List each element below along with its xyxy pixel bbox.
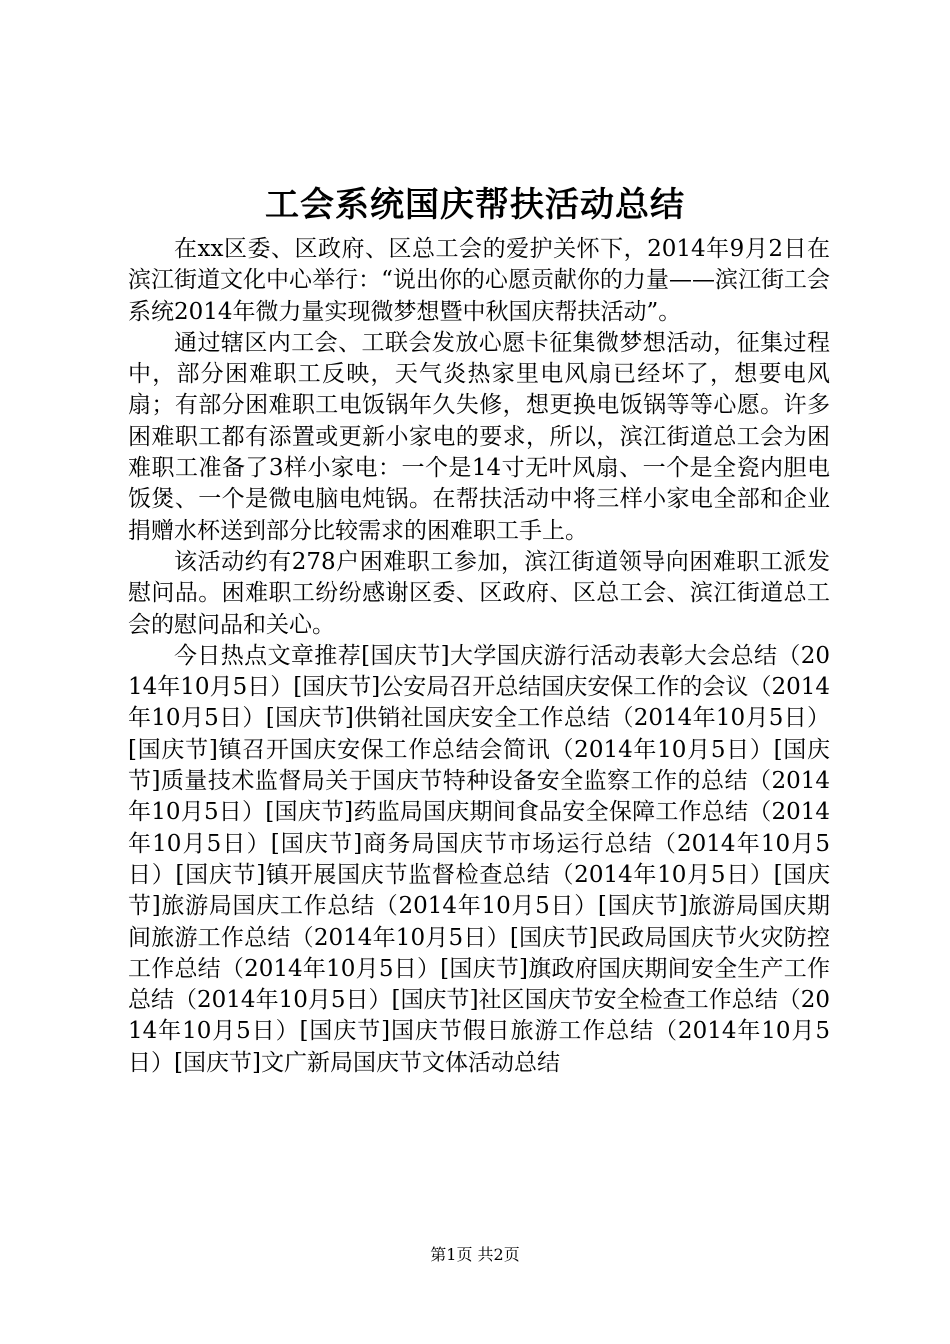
paragraph-recommended-articles: 今日热点文章推荐[国庆节]大学国庆游行活动表彰大会总结（2014年10月5日）[国庆节]公安局召开总结国庆安保工作的会议（2014年10月5日）[国庆节]供销社国庆安全工作总结（2014年10月5日）[国庆节]镇召开国庆安保工作总结会简讯（2014年10月5日）[国庆节]质量技术监督局关于国庆节特种设备安全监察工作的总结（2014年10月5日）[国庆节]药监局国庆期间食品安全保障工作总结（2014年10月5日）[国庆节]商务局国庆节市场运行总结（2014年10月5日）[国庆节]镇开展国庆节监督检查总结（2014年10月5日）[国庆节]旅游局国庆工作总结（2014年10月5日）[国庆节]旅游局国庆期间旅游工作总结（2014年10月5日）[国庆节]民政局国庆节火灾防控工作总结（2014年10月5日）[国庆节]旗政府国庆期间安全生产工作总结（2014年10月5日）[国庆节]社区国庆节安全检查工作总结（2014年10月5日）[国庆节]国庆节假日旅游工作总结（2014年10月5日）[国庆节]文广新局国庆节文体活动总结 (128, 642, 830, 1076)
paragraph-collection: 通过辖区内工会、工联会发放心愿卡征集微梦想活动，征集过程中，部分困难职工反映，天气炎热家里电风扇已经坏了，想要电风扇；有部分困难职工电饭锅年久失修，想更换电饭锅等等心愿。许多困难职工都有添置或更新小家电的要求，所以，滨江街道总工会为困难职工准备了3样小家电：一个是14寸无叶风扇、一个是全瓷内胆电饭煲、一个是微电脑电炖锅。在帮扶活动中将三样小家电全部和企业捐赠水杯送到部分比较需求的困难职工手上。 (128, 329, 830, 544)
paragraph-participation: 该活动约有278户困难职工参加，滨江街道领导向困难职工派发慰问品。困难职工纷纷感谢区委、区政府、区总工会、滨江街道总工会的慰问品和关心。 (128, 548, 830, 638)
document-title: 工会系统国庆帮扶活动总结 (265, 185, 685, 225)
paragraph-intro: 在xx区委、区政府、区总工会的爱护关怀下，2014年9月2日在滨江街道文化中心举行：“说出你的心愿贡献你的力量——滨江街工会系统2014年微力量实现微梦想暨中秋国庆帮扶活动”。 (128, 236, 830, 325)
page-footer: 第1页 共2页 (430, 1245, 520, 1264)
document-body (128, 234, 830, 1079)
